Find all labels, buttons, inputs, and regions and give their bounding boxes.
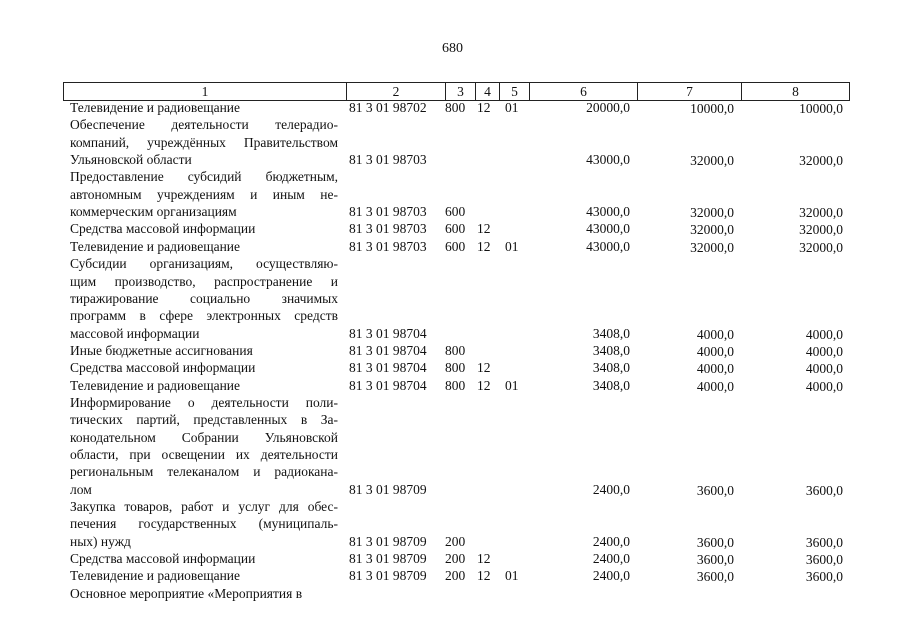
row-description-line: ных) нужд: [70, 533, 131, 549]
row-value-col6: 20000,0: [586, 100, 630, 115]
row-value-col6: 3408,0: [592, 325, 630, 341]
row-section: 12: [477, 377, 491, 393]
row-value-col7: [630, 586, 734, 603]
row-description-line: программ в сфере электронных средств: [70, 308, 338, 324]
row-value-col8: 32000,0: [799, 153, 843, 169]
row-description-line: области, при освещении их деятельности: [70, 447, 338, 462]
row-description-line: тических партий, представленных в За-: [70, 412, 338, 428]
row-description-line: Телевидение и радиовещание: [70, 100, 241, 115]
row-description-line: Предоставление субсидий бюджетным,: [70, 169, 338, 185]
row-code: 81 3 01 98703: [349, 221, 427, 237]
row-code: 81 3 01 98704: [349, 360, 427, 376]
row-code: 81 3 01 98704: [349, 325, 427, 341]
row-value-col8: 4000,0: [805, 343, 843, 359]
row-description-line: Телевидение и радиовещание: [70, 238, 241, 254]
row-value-col8: 3600,0: [805, 552, 843, 568]
page-number: 680: [442, 41, 463, 56]
row-value-col6: 2400,0: [592, 533, 630, 549]
row-value-col6: 2400,0: [592, 568, 630, 584]
row-section: 12: [477, 360, 491, 376]
header-col-2: 2: [347, 83, 446, 100]
row-description-line: Субсидии организациям, осуществляю-: [70, 256, 338, 272]
row-value-col6: 3408,0: [592, 342, 630, 358]
row-value-col6: 43000,0: [586, 238, 630, 254]
row-description-line: компаний, учреждённых Правительством: [70, 134, 338, 150]
row-value-col7: 3600,0: [696, 552, 734, 568]
row-expense-type: 800: [445, 377, 466, 393]
header-col-6: 6: [530, 83, 638, 100]
row-value-col8: [740, 586, 843, 603]
row-subsection: 01: [505, 377, 519, 393]
row-expense-type: 200: [445, 551, 466, 567]
row-description-line: Телевидение и радиовещание: [70, 377, 241, 393]
row-description-line: щим производство, распространение и: [70, 273, 338, 289]
row-subsection: 01: [505, 568, 519, 584]
row-expense-type: 600: [445, 221, 466, 237]
row-value-col8: 32000,0: [799, 205, 843, 221]
row-description-line: массовой информации: [70, 325, 200, 341]
row-subsection: 01: [505, 100, 519, 115]
row-expense-type: 200: [445, 533, 466, 549]
row-code: 81 3 01 98709: [349, 551, 427, 567]
row-value-col6: 43000,0: [586, 221, 630, 237]
row-description-line: Средства массовой информации: [70, 551, 256, 567]
row-value-col6: 43000,0: [586, 204, 630, 220]
header-col-7: 7: [638, 83, 742, 100]
header-col-1: 1: [64, 83, 347, 100]
row-description-line: Средства массовой информации: [70, 221, 256, 237]
row-code: 81 3 01 98703: [349, 238, 427, 254]
row-section: 12: [477, 568, 491, 584]
row-value-col6: 2400,0: [592, 551, 630, 567]
row-expense-type: 600: [445, 238, 466, 254]
row-value-col7: 4000,0: [696, 378, 734, 394]
row-value-col7: 4000,0: [696, 343, 734, 359]
row-description-line: Иные бюджетные ассигнования: [70, 342, 253, 358]
row-code: 81 3 01 98704: [349, 342, 427, 358]
row-expense-type: 800: [445, 100, 466, 115]
row-value-col8: 3600,0: [805, 482, 843, 498]
row-section: 12: [477, 551, 491, 567]
header-col-5: 5: [500, 83, 530, 100]
row-value-col7: 32000,0: [690, 153, 734, 169]
row-value-col7: 4000,0: [696, 326, 734, 342]
header-col-8: 8: [742, 83, 850, 100]
row-value-col6: 3408,0: [592, 377, 630, 393]
row-value-col8: 32000,0: [799, 239, 843, 255]
row-description-line: Основное мероприятие «Мероприятия в: [70, 585, 303, 601]
row-value-col7: 3600,0: [696, 534, 734, 550]
row-value-col7: 3600,0: [696, 482, 734, 498]
row-value-col8: 3600,0: [805, 569, 843, 585]
header-col-3: 3: [446, 83, 476, 100]
row-code: 81 3 01 98709: [349, 481, 427, 497]
row-value-col7: 4000,0: [696, 361, 734, 377]
row-value-col7: 3600,0: [696, 569, 734, 585]
row-description-line: региональным телеканалом и радиокана-: [70, 464, 338, 480]
row-value-col8: 3600,0: [805, 534, 843, 550]
row-expense-type: 800: [445, 342, 466, 358]
row-description-line: Информирование о деятельности поли-: [70, 394, 338, 410]
row-value-col8: 4000,0: [805, 378, 843, 394]
row-code: 81 3 01 98709: [349, 568, 427, 584]
row-section: 12: [477, 238, 491, 254]
row-value-col8: 4000,0: [805, 326, 843, 342]
row-description-line: конодательном Собрании Ульяновской: [70, 429, 338, 445]
row-value-col8: 32000,0: [799, 222, 843, 238]
row-description-line: Средства массовой информации: [70, 360, 256, 376]
row-value-col8: 4000,0: [805, 361, 843, 377]
row-description-line: Телевидение и радиовещание: [70, 568, 241, 584]
row-description-line: печения государственных (муниципаль-: [70, 516, 338, 532]
row-code: 81 3 01 98703: [349, 152, 427, 168]
row-section: 12: [477, 221, 491, 237]
row-value-col8: 10000,0: [799, 101, 843, 116]
row-description-line: Ульяновской области: [70, 152, 192, 168]
row-expense-type: 200: [445, 568, 466, 584]
row-description-line: лом: [70, 481, 92, 497]
row-value-col7: 32000,0: [690, 222, 734, 238]
row-code: 81 3 01 98703: [349, 204, 427, 220]
row-description-line: автономным учреждениям и иным не-: [70, 186, 338, 202]
row-value-col7: 10000,0: [690, 101, 734, 116]
header-col-4: 4: [476, 83, 500, 100]
row-expense-type: 600: [445, 204, 466, 220]
row-section: 12: [477, 100, 491, 115]
row-expense-type: 800: [445, 360, 466, 376]
row-value-col6: [530, 585, 630, 602]
row-value-col7: 32000,0: [690, 205, 734, 221]
row-value-col6: 43000,0: [586, 152, 630, 168]
row-code: 81 3 01 98709: [349, 533, 427, 549]
row-subsection: 01: [505, 238, 519, 254]
row-description-line: Закупка товаров, работ и услуг для обес-: [70, 499, 338, 515]
row-code: 81 3 01 98704: [349, 377, 427, 393]
row-description-line: Обеспечение деятельности телерадио-: [70, 117, 338, 133]
row-code: 81 3 01 98702: [349, 100, 427, 115]
row-value-col6: 2400,0: [592, 481, 630, 497]
row-description-line: коммерческим организациям: [70, 204, 237, 220]
row-value-col6: 3408,0: [592, 360, 630, 376]
row-value-col7: 32000,0: [690, 239, 734, 255]
row-description-line: тиражирование социально значимых: [70, 290, 338, 306]
